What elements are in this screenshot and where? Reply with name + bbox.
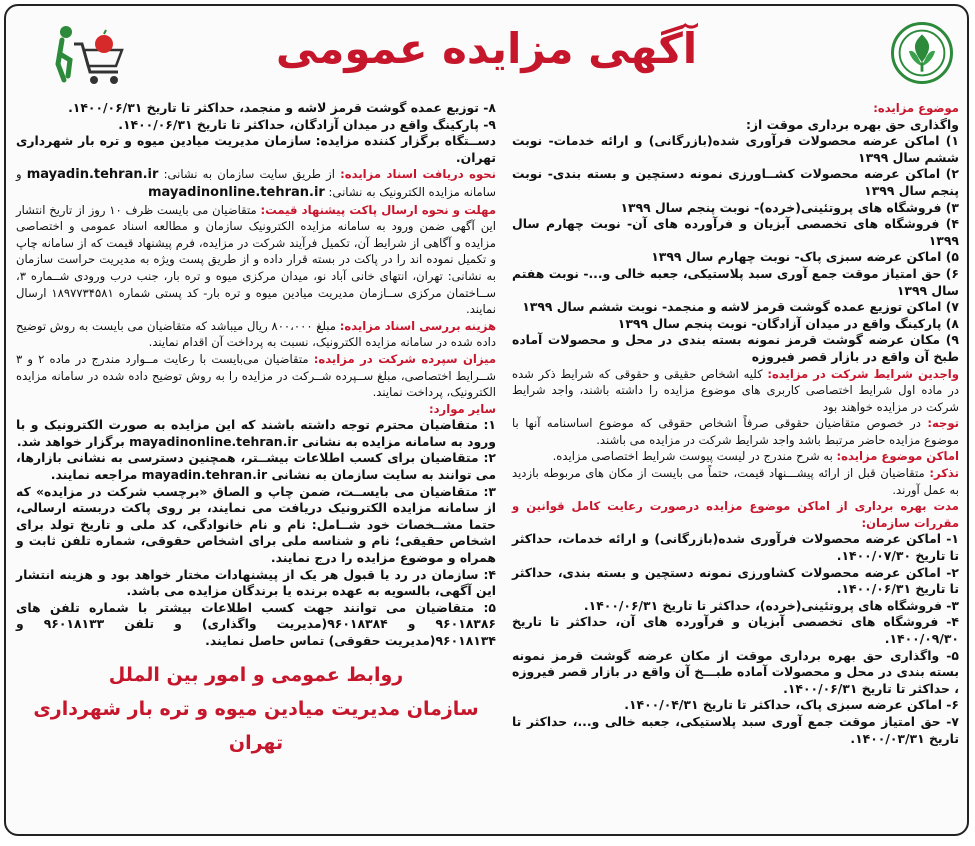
- reminder-text: متقاضیان قبل از ارائه پیشـــنهاد قیمت، حتماً می بایست از مکان های مربوطه بازدید به عمل آورند.: [512, 466, 959, 497]
- duration-item: ۸- توزیع عمده گوشت قرمز لاشه و منجمد، حداکثر تا تاریخ ۱۴۰۰/۰۶/۳۱.: [68, 100, 496, 115]
- subject-item: ۲) اماکن عرضه محصولات کشــاورزی نمونه دستچین و بسته بندی- نوبت پنجم سال ۱۳۹۹: [512, 166, 959, 198]
- other-item: ۱: متقاضیان محترم توجه داشته باشند که این مزایده به صورت الکترونیک و با ورود به سامانه مزایده به نشانی mayadinonline.tehran.ir برگزار خواهد شد.: [16, 417, 496, 449]
- docs-text: و سامانه مزایده الکترونیک به نشانی:: [16, 167, 496, 199]
- duration-label: مدت بهره برداری از اماکن موضوع مزایده درصورت رعایت کامل قوانین و مقررات سازمان:: [512, 499, 959, 530]
- subject-item: ۳) فروشگاه های پروتئینی(خرده)- نوبت پنجم سال ۱۳۹۹: [620, 199, 959, 215]
- other-item: ۳: متقاضیان می بایســت، ضمن چاپ و الصاق «برچسب شرکت در مزایده» که از سامانه مزایده الکترونیک دریافت می نمایند، بر روی پاکت دربسته ارسالی، حتما مشــخصات خود شــامل: نام و نام خانوادگی، کد ملی و تاریخ تولد برای اشخاص حقیقی؛ نام و شناسه ملی برای اشخاص حقوقی، شماره تلفن ثابت و همراه و موضوع مزایده را درج نمایند.: [16, 483, 496, 566]
- duration-item: ۶- اماکن عرضه سبزی پاک، حداکثر تا تاریخ ۱۴۰۰/۰۴/۳۱.: [624, 697, 959, 713]
- duration-item: ۳- فروشگاه های پروتئینی(خرده)، حداکثر تا تاریخ ۱۴۰۰/۰۶/۳۱.: [583, 597, 959, 613]
- subject-item: ۶) حق امتیاز موقت جمع آوری سبد پلاستیکی، جعبه خالی و...- نوبت هفتم سال ۱۳۹۹: [512, 265, 959, 298]
- footer-line: سازمان مدیریت میادین میوه و تره بار شهرداری تهران: [33, 697, 479, 754]
- subject-item: ۱) اماکن عرضه محصولات فرآوری شده(بازرگانی) و ارائه خدمات- نوبت ششم سال ۱۳۹۹: [512, 133, 959, 165]
- footer-line: روابط عمومی و امور بین الملل: [108, 663, 404, 686]
- fee-text: مبلغ ۸۰۰،۰۰۰ ریال میباشد که متقاضیان می بایست به روش توضیح داده شده در سامانه مزایده الکترونیک، نسبت به پرداخت آن اقدام نمایند.: [16, 318, 496, 350]
- subject-item: ۹) مکان عرضه گوشت قرمز نمونه بسته بندی در محل و محصولات آماده طبخ آن واقع در بازار قصر فیروزه: [512, 332, 959, 364]
- other-item: ۲: متقاضیان برای کسب اطلاعات بیشــتر، همچنین دسترسی به نشانی بازارها، می توانند به سایت سازمان به نشانی mayadin.tehran.ir مراجعه نمایند.: [16, 450, 496, 483]
- duration-item: ۴- فروشگاه های تخصصی آبزیان و فرآورده های آن، حداکثر تا تاریخ ۱۴۰۰/۰۹/۳۰.: [512, 614, 959, 646]
- eligibility-text: کلیه اشخاص حقیقی و حقوقی که شرایط ذکر شده در ماده اول شرایط اختصاصی کاربری های موضوع مزایده را داشته باشند، واجد شرایط شرکت در مزایده خواهند بود: [512, 366, 959, 414]
- subject-item: ۷) اماکن توزیع عمده گوشت قرمز لاشه و منجمد- نوبت ششم سال ۱۳۹۹: [522, 299, 959, 315]
- deadline-label: مهلت و نحوه ارسال پاکت پیشنهاد قیمت:: [260, 202, 496, 217]
- docs-label: نحوه دریافت اسناد مزایده:: [340, 167, 496, 182]
- duration-item: ۲- اماکن عرضه محصولات کشاورزی نمونه دستچین و بسته بندی، حداکثر تا تاریخ ۱۴۰۰/۰۶/۳۱.: [512, 564, 959, 597]
- page-title: آگهی مزایده عمومی: [275, 24, 698, 73]
- deposit-text: متقاضیان می‌بایست با رعایت مــوارد مندرج در ماده ۲ و ۳ شــرایط اختصاصی، مبلغ ســپرده شــرکت در مزایده را به روش توضیح داده شده در سامانه مزایده الکترونیک، پرداخت نمایند.: [16, 351, 496, 400]
- subject-item: ۸) پارکینگ واقع در میدان آزادگان- نوبت پنجم سال ۱۳۹۹: [617, 315, 959, 331]
- subject-item: ۴) فروشگاه های تخصصی آبزیان و فرآورده های آن- نوبت چهارم سال ۱۳۹۹: [512, 216, 959, 248]
- header: [6, 6, 967, 98]
- duration-item: ۹- پارکینگ واقع در میدان آزادگان، حداکثر تا تاریخ ۱۴۰۰/۰۶/۳۱.: [118, 116, 496, 132]
- footer-signature: [16, 658, 496, 760]
- online-site-link[interactable]: mayadinonline.tehran.ir: [148, 184, 325, 200]
- content-columns: [14, 100, 959, 828]
- deadline-text: متقاضیان می بایست ظرف ۱۰ روز از تاریخ انتشار این آگهی ضمن ورود به سامانه مزایده الکترونیک سازمان و مطالعه اسناد عمومی و اختصاصی مزایده و آگاهی از شرایط آن، تکمیل فرآیند شرکت در مزایده، فرم پیشنهاد قیمت که از سامانه چاپ و تکمیل نموده اند را در پاکت در بسته قرار داده و از طریق پست ویژه به مدیریت حراست سازمان به نشانی: تهران، انتهای خانی آباد نو، میدان مرکزی میوه و تره بار، جنب درب ورودی شــماره ۳، ســاختمان مرکزی ســازمان مدیریت میادین میوه و تره بار- کد پستی شماره ۱۸۹۷۷۳۴۵۸۱ ارسال نمایند.: [16, 202, 496, 317]
- eligibility-label: واجدین شرایط شرکت در مزایده:: [767, 366, 959, 381]
- reminder-label: تذکر:: [929, 466, 959, 481]
- shopping-cart-icon: [48, 20, 128, 90]
- deposit-label: میزان سپرده شرکت در مزایده:: [313, 351, 497, 366]
- note-label: توجه:: [927, 416, 960, 431]
- site-link[interactable]: mayadin.tehran.ir: [26, 167, 159, 183]
- docs-text: از طریق سایت سازمان به نشانی:: [163, 167, 335, 182]
- other-label: سایر موارد:: [428, 401, 496, 416]
- right-column: [504, 100, 959, 828]
- subject-label: موضوع مزایده:: [873, 101, 959, 115]
- places-text: به شرح مندرج در لیست پیوست شرایط اختصاصی مزایده.: [552, 449, 833, 464]
- fee-label: هزینه بررسی اسناد مزایده:: [339, 318, 497, 333]
- note-text: در خصوص متقاضیان حقوقی صرفاً اشخاص حقوقی که موضوع اساسنامه آنها با موضوع مزایده حاضر مرتبط باشد واجد شرایط شرکت در مزایده می باشند.: [512, 416, 959, 447]
- subject-item: ۵) اماکن عرضه سبزی پاک- نوبت چهارم سال ۱۳۹۹: [651, 249, 959, 265]
- duration-item: ۷- حق امتیاز موقت جمع آوری سبد پلاستیکی، جعبه خالی و...، حداکثر تا تاریخ ۱۴۰۰/۰۳/۳۱.: [512, 713, 959, 746]
- organizer-text: سازمان مدیریت میادین میوه و تره بار شهرداری تهران.: [16, 133, 496, 165]
- organizer-label: دســتگاه برگزار کننده مزایده:: [315, 133, 497, 149]
- subject-intro: واگذاری حق بهره برداری موقت از:: [745, 116, 959, 132]
- places-label: اماکن موضوع مزایده:: [836, 449, 959, 464]
- duration-item: ۵- واگذاری حق بهره برداری موقت از مکان عرضه گوشت قرمز نمونه بسته بندی در محل و محصولات آماده طبـــخ آن واقع در بازار قصر فیروزه ، حداکثر تا تاریخ ۱۴۰۰/۰۶/۳۱.: [512, 647, 959, 696]
- other-item: ۵: متقاضیان می توانند جهت کسب اطلاعات بیشتر با شماره تلفن های ۹۶۰۱۸۳۸۶ و ۹۶۰۱۸۳۸۴(مدیریت واگذاری) و تلفن ۹۶۰۱۸۱۳۳ و ۹۶۰۱۸۱۳۴(مدیریت حقوقی) تماس حاصل نمایند.: [16, 599, 496, 648]
- other-item: ۴: سازمان در رد یا قبول هر یک از پیشنهادات مختار خواهد بود و هزینه انتشار این آگهی، بالسویه به عهده برنده یا برندگان مزایده می باشد.: [16, 566, 496, 599]
- left-column: [16, 100, 504, 828]
- duration-item: ۱- اماکن عرضه محصولات فرآوری شده(بازرگانی) و ارائه خدمات، حداکثر تا تاریخ ۱۴۰۰/۰۷/۳۰.: [512, 531, 959, 564]
- advertisement-page: [4, 4, 969, 836]
